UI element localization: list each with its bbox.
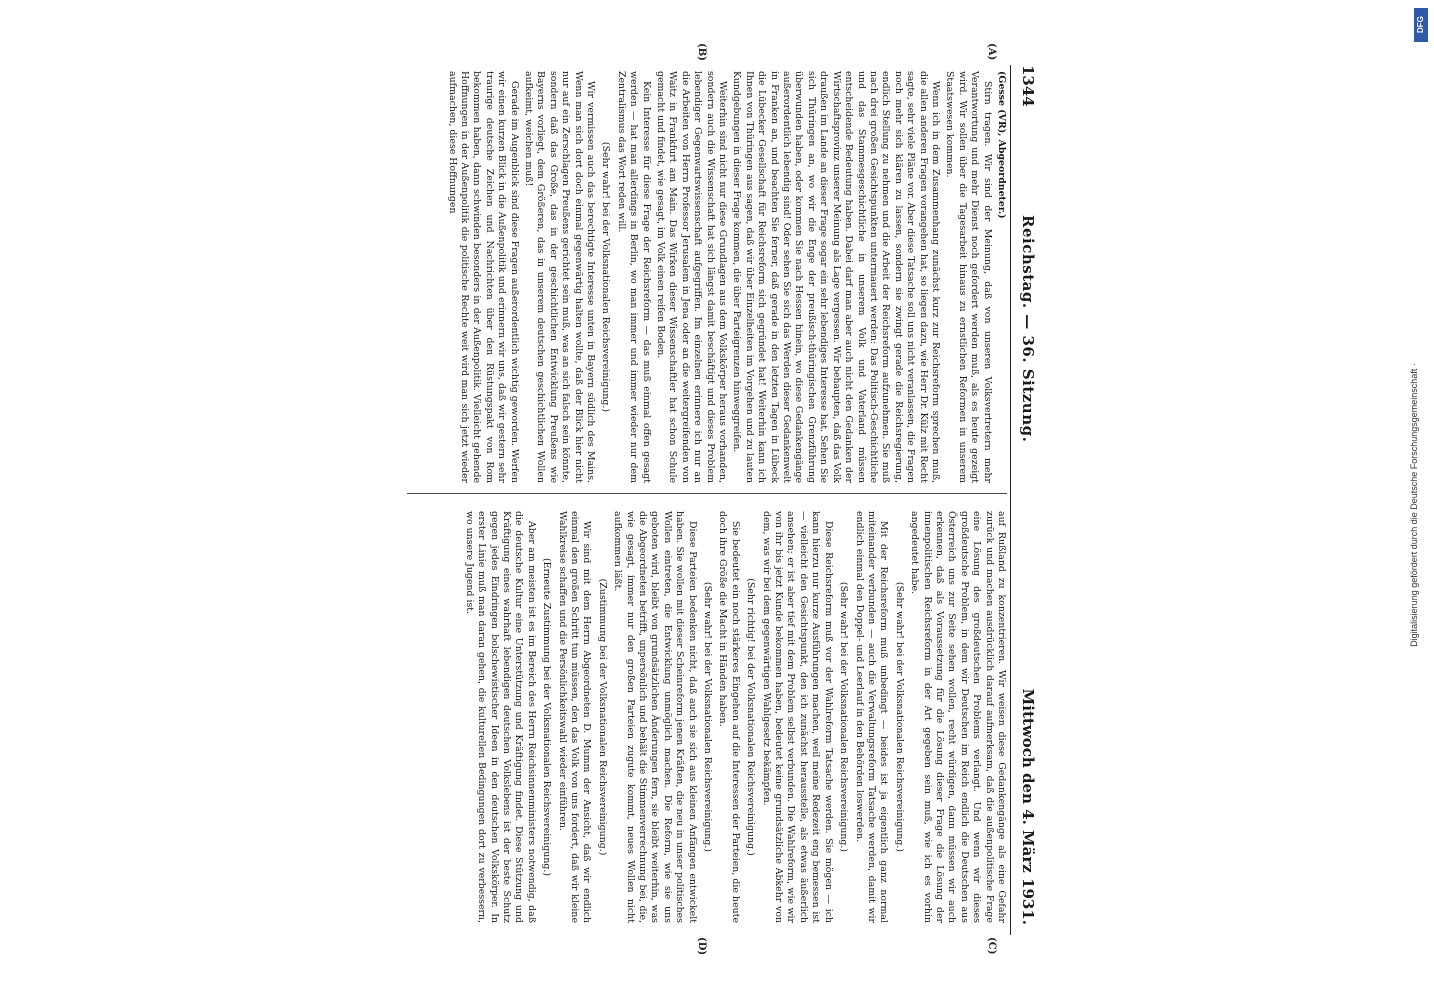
interjection: (Sehr wahr! bei der Volksnationalen Reichsvereinigung.) [702, 581, 714, 853]
paragraph: Aber am meisten ist es im Bereich des Herrn Reichsinnenministers notwendig, daß die deutsche Kultur eine Unterstützung und Kräftigung findet. Diese Stützung und Kräftigung eines wahrhaft lebendigen deutschen Volkslebens ist der beste Schutz gegen jedes Eindringen bolschewistischer Ideen in den deutschen Volkskörper. In erster Linie muß man daran gehen, die kulturellen Bedingungen dort zu verbessern, wo unsere Jugend ist. [463, 511, 537, 923]
paragraph: auf Rußland zu konzentrieren. Wir weisen diese Gedankengänge als eine Gefahr zurück und machen ausdrücklich darauf aufmerksam, daß die außenpolitische Frage eine Lösung des großdeutschen Problems verlangt. Und wenn wir dieses großdeutsche Problem, in dem wir Deutschen im Reich endlich die Deutschen aus Österreich uns zur Seite sehen wollen, recht würdigen, dann müssen wir auch erkennen, daß als Voraussetzung für die Lösung dieser Frage die Lösung der innenpolitischen Reichsreform in der Art gegeben sein muß, wie ich es vorhin angedeutet habe. [909, 511, 1007, 923]
right-text-column [402, 511, 1007, 923]
header-rule [1010, 65, 1011, 935]
interjection: (Sehr wahr! bei der Volksnationalen Reichsvereinigung.) [893, 581, 905, 853]
margin-marker-d: (D) [696, 937, 707, 956]
paragraph: Diese Reichsreform muß vor der Wahlreform Tatsache werden. Sie mögen — ich kann hierzu nur kurze Ausführungen machen, weil meine Redezeit eng bemessen ist — vielleicht den Gesichtspunkt, den ich zunächst herausstelle, als etwas äußerlich ansehen; er ist aber tief mit dem Problem selbst verbunden. Die Wahlreform, wie wir von ihr bis jetzt Kunde bekommen haben, bedeutet keine grundsätzliche Abkehr von dem, was wir bei dem gegenwärtigen Wahlgesetz bekämpfen. [760, 511, 834, 923]
paragraph: Gerade im Augenblick sind diese Fragen außerordentlich wichtig geworden. Werfen wir einen kurzen Blick in die Außenpolitik und erinnern wir uns, daß wir gestern sehr traurige deutsche Zeichen und Nachrichten über den Rüstungspakt von Rom bekommen haben, dann schwinden besonders in der Außenpolitik. Vielleicht gehende Hoffnungen in der Außenpolitik die politische Rechte weit wird man sich jetzt wieder aufmachen, diese Hoffnungen [446, 71, 520, 483]
rotated-document-page [397, 43, 1037, 956]
speaker-label: (Gesse (VR), Abgeordneter.) [996, 71, 1007, 219]
left-text-column [402, 71, 1007, 483]
paragraph: Mit der Reichsreform muß unbedingt — beides ist ja eigentlich ganz normal miteinander verbunden — auch die Verwaltungsreform Tatsache werden, damit wir endlich einmal den Doppel- und Leerlauf in den Behörden loswerden. [853, 511, 890, 923]
paragraph: Wir vermissen auch das berechtigte Interesse unten in Bayern südlich des Mains. Wenn man sich dort doch einmal gegenwärtig halten wollte, daß der Blick hier nicht nur auf ein Zerschlagen Preußens gerichtet sein muß, was an sich falsch sein könnte, sondern daß das Große, das in der geschichtlichen Entwicklung Preußens wie Bayerns vorliegt, dem Größeren, das in unserem deutschen geschichtlichen Wollen aufkeimt, weichen muß! [522, 71, 596, 483]
page-number: 1344 [1019, 65, 1037, 107]
paragraph: Wenn ich in dem Zusammenhang zunächst kurz zur Reichsreform sprechen muß, die allen anderen Fragen vorangehen hat, so liegen dazu, wie Herr Dr. Külz mit Recht sagte, sehr viele Pläne vor. Aber diese Tatsache soll uns nicht veranlassen, die Fragen noch mehr sich klären zu lassen, sondern sie zwingt gerade die Reichsregierung, endlich Stellung zu nehmen und die Arbeit der Reichsreform aufzunehmen. Sie muß nach drei großen Gesichtspunkten untermauert werden: Das Politisch-Geschichtliche und das Stammesgeschichtliche in unserem Volk und Vaterland müssen entscheidende Bedeutung haben. Dabei darf man aber auch nicht den Gedanken der Wirtschaftsprovinz unserer Meinung als Lage vergessen. Wir behaupten, daß das Volk draußen im Lande an dieser Frage sogar ein sehr lebendiges Interesse hat. Sehen Sie sich Thüringen an, wo wir die Enge der preußisch-thüringischen Grenzführung überwunden haben, oder kommen Sie nach Hessen hinein, wo diese Gedankengänge außerordentlich lebendig sind! Oder sehen Sie sich das Werden dieser Gedankenwelt in Franken an, und beachten Sie ferner, daß gerade in den letzten Tagen in Lübeck die Lübecker Gesellschaft für Reichsreform sich gegründet hat! Weiterhin kann ich Ihnen von Thüringen aus sagen, daß wir über Einzelheiten im Vorgehen und zu lauten Kundgebungen in dieser Frage kommen, die über Parteigrenzen hinweggreifen. [731, 71, 941, 483]
page-header [1013, 65, 1037, 935]
interjection: (Sehr wahr! bei der Volksnationalen Reichsvereinigung.) [838, 581, 850, 853]
margin-marker-c: (C) [986, 937, 997, 955]
interjection: (Sehr wahr! bei der Volksnationalen Reichsvereinigung.) [600, 141, 612, 413]
paragraph: Weiterhin sind nicht nur diese Grundlagen aus dem Volkskörper heraus vorhanden, sondern auch die Wissenschaft hat sich längst damit beschäftigt und dieses Problem lebendiger Gegenwartswissenschaft aufgegriffen. Im einzelnen erinnere ich nur an die Arbeiten von Herrn Professor Jerusalem in Jena oder an die weitergreifenden von Waitz in Frankfurt am Main. Das Wirken dieser Wissenschaftler hat schon Schule gemacht und findet, wie gesagt, im Volk einen reifen Boden. [655, 71, 729, 483]
session-date: Mittwoch den 4. März 1931. [1019, 688, 1037, 925]
paragraph: Kein Interesse für diese Frage der Reichsreform — das muß einmal offen gesagt werden — hat man allerdings in Berlin, wo man immer und immer wieder nur dem Zentralismus das Wort reden will. [615, 71, 652, 483]
dfg-logo: DFG [1414, 8, 1428, 42]
column-divider [407, 493, 1007, 494]
margin-marker-b: (B) [696, 43, 707, 61]
digitization-note: Digitalisierung gefördert durch die Deutsche Forschungsgemeinschaft · [1409, 363, 1419, 647]
interjection: (Sehr richtig! bei der Volksnationalen Reichsvereinigung.) [745, 578, 757, 856]
session-title: Reichstag. — 36. Sitzung. [1019, 215, 1037, 443]
paragraph: Wir sind mit dem Herrn Abgeordneten D. Mumm der Ansicht, daß wir endlich einmal den großen Schritt tun müssen, den das Volk von uns fordert, daß wir kleine Wahlkreise schaffen und die Persönlichkeitswahl wieder einführen. [556, 511, 593, 923]
margin-marker-a: (A) [986, 43, 997, 61]
paragraph: Stirn tragen. Wir sind der Meinung, daß von unseren Volksvertretern mehr Verantwortung und mehr Dienst noch gefordert werden muß, als es heute gezeigt wird. Wir sollen über die Tagesarbeit hinaus zu ernstlichen Reformen in unserem Staatswesen kommen. [944, 71, 993, 483]
paragraph: Sie bedeutet ein noch stärkeres Eingehen auf die Interessen der Parteien, die heute doch ihre Größe die Macht in Händen haben. [717, 511, 741, 923]
paragraph: Diese Parteien bedenken nicht, daß auch sie sich aus kleinen Anfängen entwickelt haben. Sie wollen mit dieser Scheinreform jenen Kräften, die neu in unser politisches Wollen eintreten, die Entwicklung unmöglich machen. Die Reform, wie sie uns geboten wird, bleibt von grundsätzlichen Änderungen fern, sie bleibt weiterhin, was die Abgeordneten betrifft, unpersönlich und behält die Stimmenverrechnung bei, die, wie gesagt, immer nur den großen Parteien zugute kommt, neues Wollen nicht aufkommen läßt. [612, 511, 698, 923]
interjection: (Erneute Zustimmung bei der Volksnationalen Reichsvereinigung.) [541, 557, 553, 876]
interjection: (Zustimmung bei der Volksnationalen Reichsvereinigung.) [596, 578, 608, 856]
